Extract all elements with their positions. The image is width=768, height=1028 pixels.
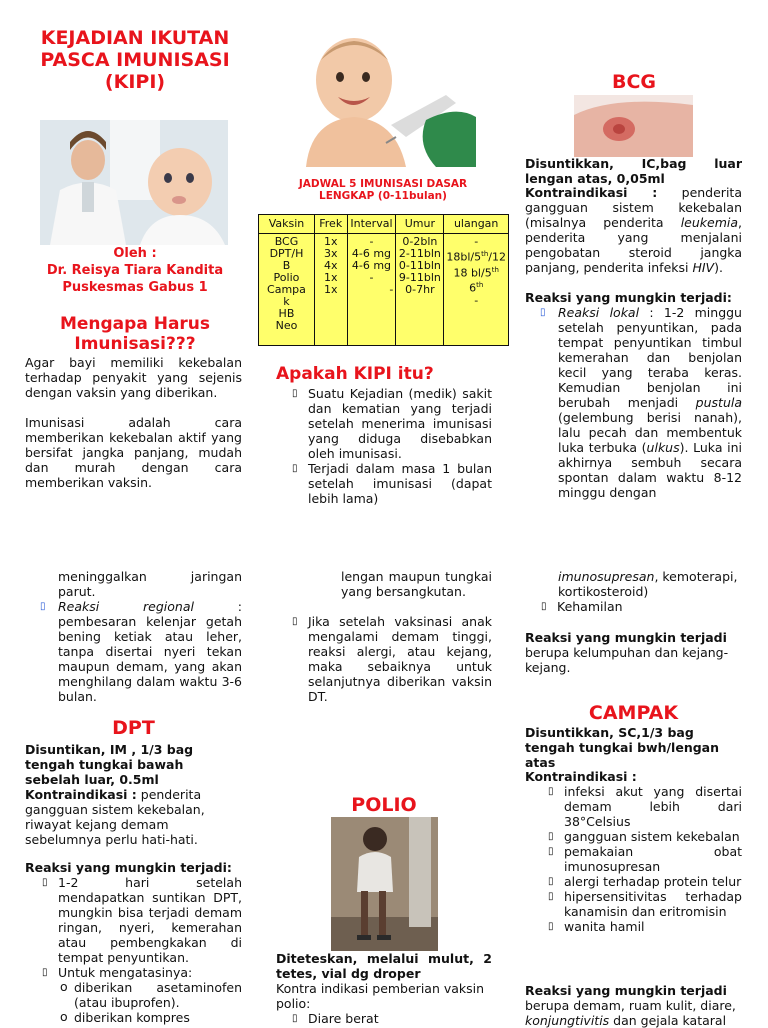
list-item: ▯ wanita hamil xyxy=(548,919,742,934)
list-item: ▯ pemakaian obat imunosupresan xyxy=(548,844,742,874)
header-frek: Frek xyxy=(314,215,347,234)
cell-ulangan: - 18bl/5th/12 18 bl/5th 6th - xyxy=(444,234,509,346)
campak-heading: CAMPAK xyxy=(588,702,679,724)
author-org: Puskesmas Gabus 1 xyxy=(62,280,208,295)
right-reaksi-text: berupa kelumpuhan dan kejang-kejang. xyxy=(525,645,729,675)
campak-kontra-list xyxy=(548,784,742,934)
doctor-baby-photo xyxy=(40,120,228,245)
apakah-list xyxy=(292,386,492,506)
campak-desc: Disuntikkan, SC,1/3 bag tengah tungkai bwh/lengan atas xyxy=(525,725,719,770)
cell-umur: 0-2bln 2-11bln 0-11bln 9-11bln 0-7hr xyxy=(396,234,444,346)
list-item: ▯ gangguan sistem kekebalan xyxy=(548,829,742,844)
mengapa-heading: Mengapa Harus Imunisasi??? xyxy=(59,314,211,354)
list-item: o diberikan asetaminofen (atau ibuprofen). xyxy=(58,980,242,1010)
cell-vaksin: BCG DPT/H B Polio Campa k HB Neo xyxy=(259,234,315,346)
dpt-heading: DPT xyxy=(112,717,155,739)
polio-heading: POLIO xyxy=(351,794,417,816)
dpt-reaksi-label: Reaksi yang mungkin terjadi: xyxy=(25,860,232,875)
cell-interval: - 4-6 mg 4-6 mg - - xyxy=(347,234,396,346)
right-cont-list xyxy=(541,599,742,614)
jadwal-title: JADWAL 5 IMUNISASI DASAR LENGKAP (0-11bulan) xyxy=(298,178,468,202)
list-item: ▯ Untuk mengatasinya: o diberikan asetaminofen (atau ibuprofen). o diberikan kompres xyxy=(42,965,242,1025)
list-item: ▯ Reaksi lokal : 1-2 minggu setelah penyuntikan, pada tempat penyuntikan timbul kemerahan dan benjolan kecil yang teraba keras. Kemudian benjolan ini berubah menjadi pustula (gelembung berisi nanah), lalu pecah dan membentuk luka terbuka (ulkus). Luka ini akhirnya sembuh secara spontan dalam waktu 8-12 minggu dengan xyxy=(540,305,742,500)
polio-desc: Diteteskan, melalui mulut, 2 tetes, vial dg droper xyxy=(276,951,492,981)
polio-kontra: Kontra indikasi pemberian vaksin polio: xyxy=(276,981,485,1011)
bcg-kontra: Kontraindikasi : penderita gangguan sistem kekebalan (misalnya penderita leukemia, penderita yang menjalani pengobatan steroid jangka panjang, penderita infeksi HIV). xyxy=(525,185,742,275)
dpt-kontra: Kontraindikasi : penderita gangguan sistem kekebalan, riwayat kejang demam sebelumnya perlu hati-hati. xyxy=(25,787,205,847)
dpt-desc: Disuntikan, IM , 1/3 bag tengah tungkai bawah sebelah luar, 0.5ml xyxy=(25,742,194,787)
schedule-table xyxy=(258,214,509,346)
table-row xyxy=(259,234,509,346)
bcg-reaksi-label: Reaksi yang mungkin terjadi: xyxy=(525,290,732,305)
bcg-heading: BCG xyxy=(611,71,657,93)
list-item: ▯ infeksi akut yang disertai demam lebih dari 38°Celsius xyxy=(548,784,742,829)
polio-child-photo xyxy=(331,817,438,951)
bcg-desc: Disuntikkan, IC,bag luar lengan atas, 0,05ml xyxy=(525,156,742,186)
dpt-sub-list xyxy=(58,980,242,1025)
header-interval: Interval xyxy=(347,215,396,234)
campak-reaksi-text: berupa demam, ruam kulit, diare, konjungtivitis dan gejala kataral xyxy=(525,998,736,1028)
bcg-arm-photo xyxy=(574,95,693,157)
header-ulangan: ulangan xyxy=(444,215,509,234)
mid-cont-text: lengan maupun tungkai yang bersangkutan. xyxy=(341,569,492,599)
by-label: Oleh : xyxy=(113,246,157,261)
cell-frek: 1x 3x 4x 1x 1x xyxy=(314,234,347,346)
mengapa-p2: Imunisasi adalah cara memberikan kekebalan aktif yang bersifat jangka panjang, mudah dan murah dengan cara memberikan vaksin. xyxy=(25,415,242,490)
table-header-row xyxy=(259,215,509,234)
list-item: ▯ Diare berat xyxy=(292,1011,492,1026)
author-block xyxy=(25,245,245,296)
apakah-heading: Apakah KIPI itu? xyxy=(276,364,434,384)
list-item: ▯ Jika setelah vaksinasi anak mengalami demam tinggi, reaksi alergi, atau kejang, maka sebaiknya untuk selanjutnya diberikan vaksin DT. xyxy=(292,614,492,704)
list-item: ▯ Suatu Kejadian (medik) sakit dan kematian yang terjadi setelah menerima imunisasi yang diduga disebabkan oleh imunisasi. xyxy=(292,386,492,461)
list-item: ▯ Kehamilan xyxy=(541,599,742,614)
baby-injection-photo xyxy=(296,25,476,167)
bcg-reaksi-list xyxy=(540,305,742,500)
campak-reaksi-label: Reaksi yang mungkin terjadi xyxy=(525,983,727,998)
main-title: KEJADIAN IKUTAN PASCA IMUNISASI (KIPI) xyxy=(40,27,230,93)
header-vaksin: Vaksin xyxy=(259,215,315,234)
list-item: o diberikan kompres xyxy=(58,1010,242,1025)
mengapa-p1: Agar bayi memiliki kekebalan terhadap penyakit yang sejenis dengan vaksin yang diberikan. xyxy=(25,355,242,400)
bcg-cont-text: meninggalkan jaringan parut. xyxy=(58,569,242,599)
list-item: ▯ Terjadi dalam masa 1 bulan setelah imunisasi (dapat lebih lama) xyxy=(292,461,492,506)
right-reaksi-label: Reaksi yang mungkin terjadi xyxy=(525,630,727,645)
right-cont-text: imunosupresan, kemoterapi, kortikosteroid) xyxy=(558,569,738,599)
list-item: ▯ hipersensitivitas terhadap kanamisin dan eritromisin xyxy=(548,889,742,919)
header-umur: Umur xyxy=(396,215,444,234)
list-item: ▯ Reaksi regional : pembesaran kelenjar getah bening ketiak atau leher, tanpa disertai nyeri tekan maupun demam, yang akan menghilang dalam waktu 3-6 bulan. xyxy=(40,599,242,704)
campak-kontra-label: Kontraindikasi : xyxy=(525,769,637,784)
mid-cont-list xyxy=(292,614,492,704)
list-item: ▯ 1-2 hari setelah mendapatkan suntikan DPT, mungkin bisa terjadi demam ringan, nyeri, kemerahan atau pembengkakan di tempat penyuntikan. xyxy=(42,875,242,965)
list-item: ▯ alergi terhadap protein telur xyxy=(548,874,742,889)
bcg-regional-list xyxy=(40,599,242,704)
dpt-reaksi-list xyxy=(42,875,242,1025)
author-name: Dr. Reisya Tiara Kandita xyxy=(46,263,224,278)
